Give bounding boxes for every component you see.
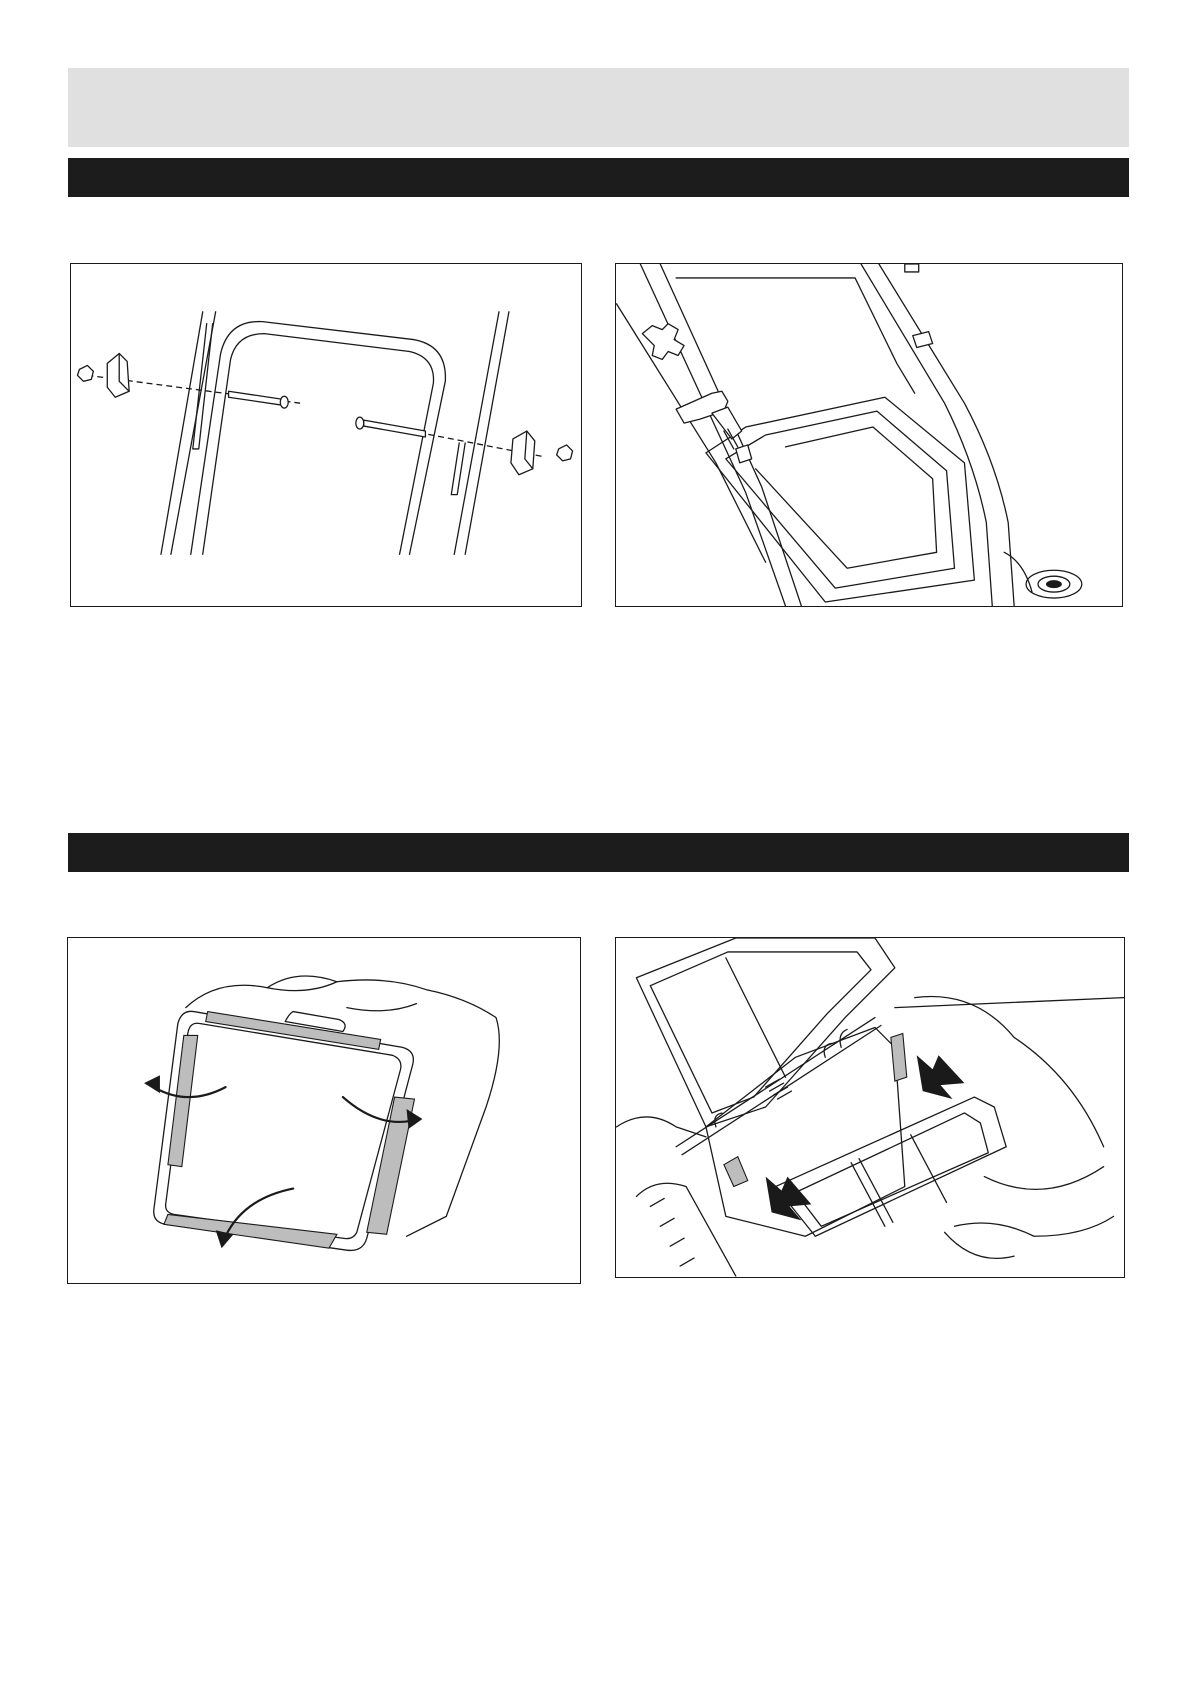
figure-grass-bag-frame bbox=[67, 937, 581, 1284]
handle-bolt-assembly-illustration bbox=[71, 264, 581, 606]
grass-bag-frame-clips-illustration bbox=[68, 938, 580, 1283]
section-bar-2 bbox=[68, 833, 1129, 872]
figure-handle-bolts bbox=[70, 263, 582, 607]
attach-grass-bag-illustration bbox=[616, 938, 1124, 1277]
section-bar-1 bbox=[68, 158, 1129, 197]
figure-attach-grass-bag bbox=[615, 937, 1125, 1278]
handle-clamp-lever-illustration bbox=[616, 264, 1122, 606]
figure-handle-clamp bbox=[615, 263, 1123, 607]
header-band bbox=[68, 68, 1129, 147]
